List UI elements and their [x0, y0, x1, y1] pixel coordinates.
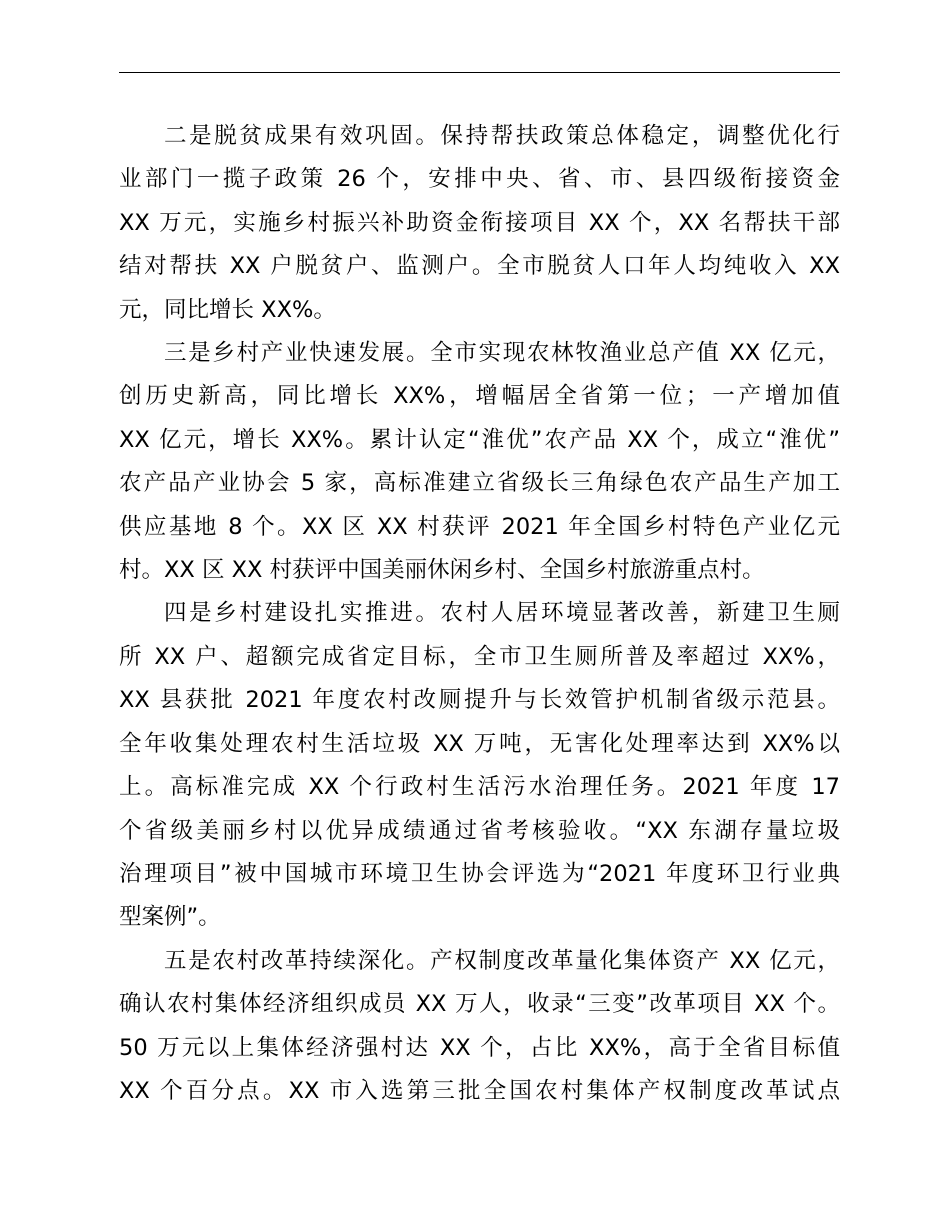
paragraph-line: 创历史新高，同比增长 XX%，增幅居全省第一位；一产增加值: [119, 383, 840, 410]
paragraph-line: 全年收集处理农村生活垃圾 XX 万吨，无害化处理率达到 XX%以: [119, 730, 840, 757]
paragraph-line: 所 XX 户、超额完成省定目标，全市卫生厕所普及率超过 XX%，: [119, 643, 840, 670]
paragraph-line: 50 万元以上集体经济强村达 XX 个，占比 XX%，高于全省目标值: [119, 1034, 840, 1061]
paragraph-line: 村。XX 区 XX 村获评中国美丽休闲乡村、全国乡村旅游重点村。: [119, 557, 765, 584]
paragraph-line: XX 亿元，增长 XX%。累计认定“淮优”农产品 XX 个，成立“淮优”: [119, 426, 840, 453]
paragraph-line: 三是乡村产业快速发展。全市实现农林牧渔业总产值 XX 亿元，: [164, 340, 840, 367]
paragraph-line: 治理项目”被中国城市环境卫生协会评选为“2021 年度环卫行业典: [119, 860, 840, 887]
paragraph-line: 业部门一揽子政策 26 个，安排中央、省、市、县四级衔接资金: [119, 166, 840, 193]
paragraph-line: XX 个百分点。XX 市入选第三批全国农村集体产权制度改革试点: [119, 1077, 840, 1104]
document-body: [119, 115, 840, 1113]
paragraph-line: 五是农村改革持续深化。产权制度改革量化集体资产 XX 亿元，: [164, 947, 840, 974]
paragraph-poverty-alleviation: [119, 115, 840, 332]
paragraph-rural-industry: [119, 332, 840, 592]
header-rule: [119, 72, 840, 73]
paragraph-line: 个省级美丽乡村以优异成绩通过省考核验收。“XX 东湖存量垃圾: [119, 817, 840, 844]
paragraph-rural-construction: [119, 592, 840, 939]
paragraph-line: 供应基地 8 个。XX 区 XX 村获评 2021 年全国乡村特色产业亿元: [119, 513, 840, 540]
paragraph-line: XX 万元，实施乡村振兴补助资金衔接项目 XX 个，XX 名帮扶干部: [119, 209, 840, 236]
paragraph-rural-reform: [119, 940, 840, 1114]
paragraph-line: 结对帮扶 XX 户脱贫户、监测户。全市脱贫人口年人均纯收入 XX: [119, 253, 840, 280]
paragraph-line: 农产品产业协会 5 家，高标准建立省级长三角绿色农产品生产加工: [119, 470, 840, 497]
paragraph-line: 二是脱贫成果有效巩固。保持帮扶政策总体稳定，调整优化行: [164, 123, 840, 149]
paragraph-line: 元，同比增长 XX%。: [119, 296, 336, 323]
paragraph-line: XX 县获批 2021 年度农村改厕提升与长效管护机制省级示范县。: [119, 687, 840, 714]
paragraph-line: 型案例”。: [119, 904, 221, 931]
paragraph-line: 上。高标准完成 XX 个行政村生活污水治理任务。2021 年度 17: [119, 774, 840, 801]
paragraph-line: 确认农村集体经济组织成员 XX 万人，收录“三变”改革项目 XX 个。: [119, 991, 840, 1018]
paragraph-line: 四是乡村建设扎实推进。农村人居环境显著改善，新建卫生厕: [164, 600, 840, 627]
